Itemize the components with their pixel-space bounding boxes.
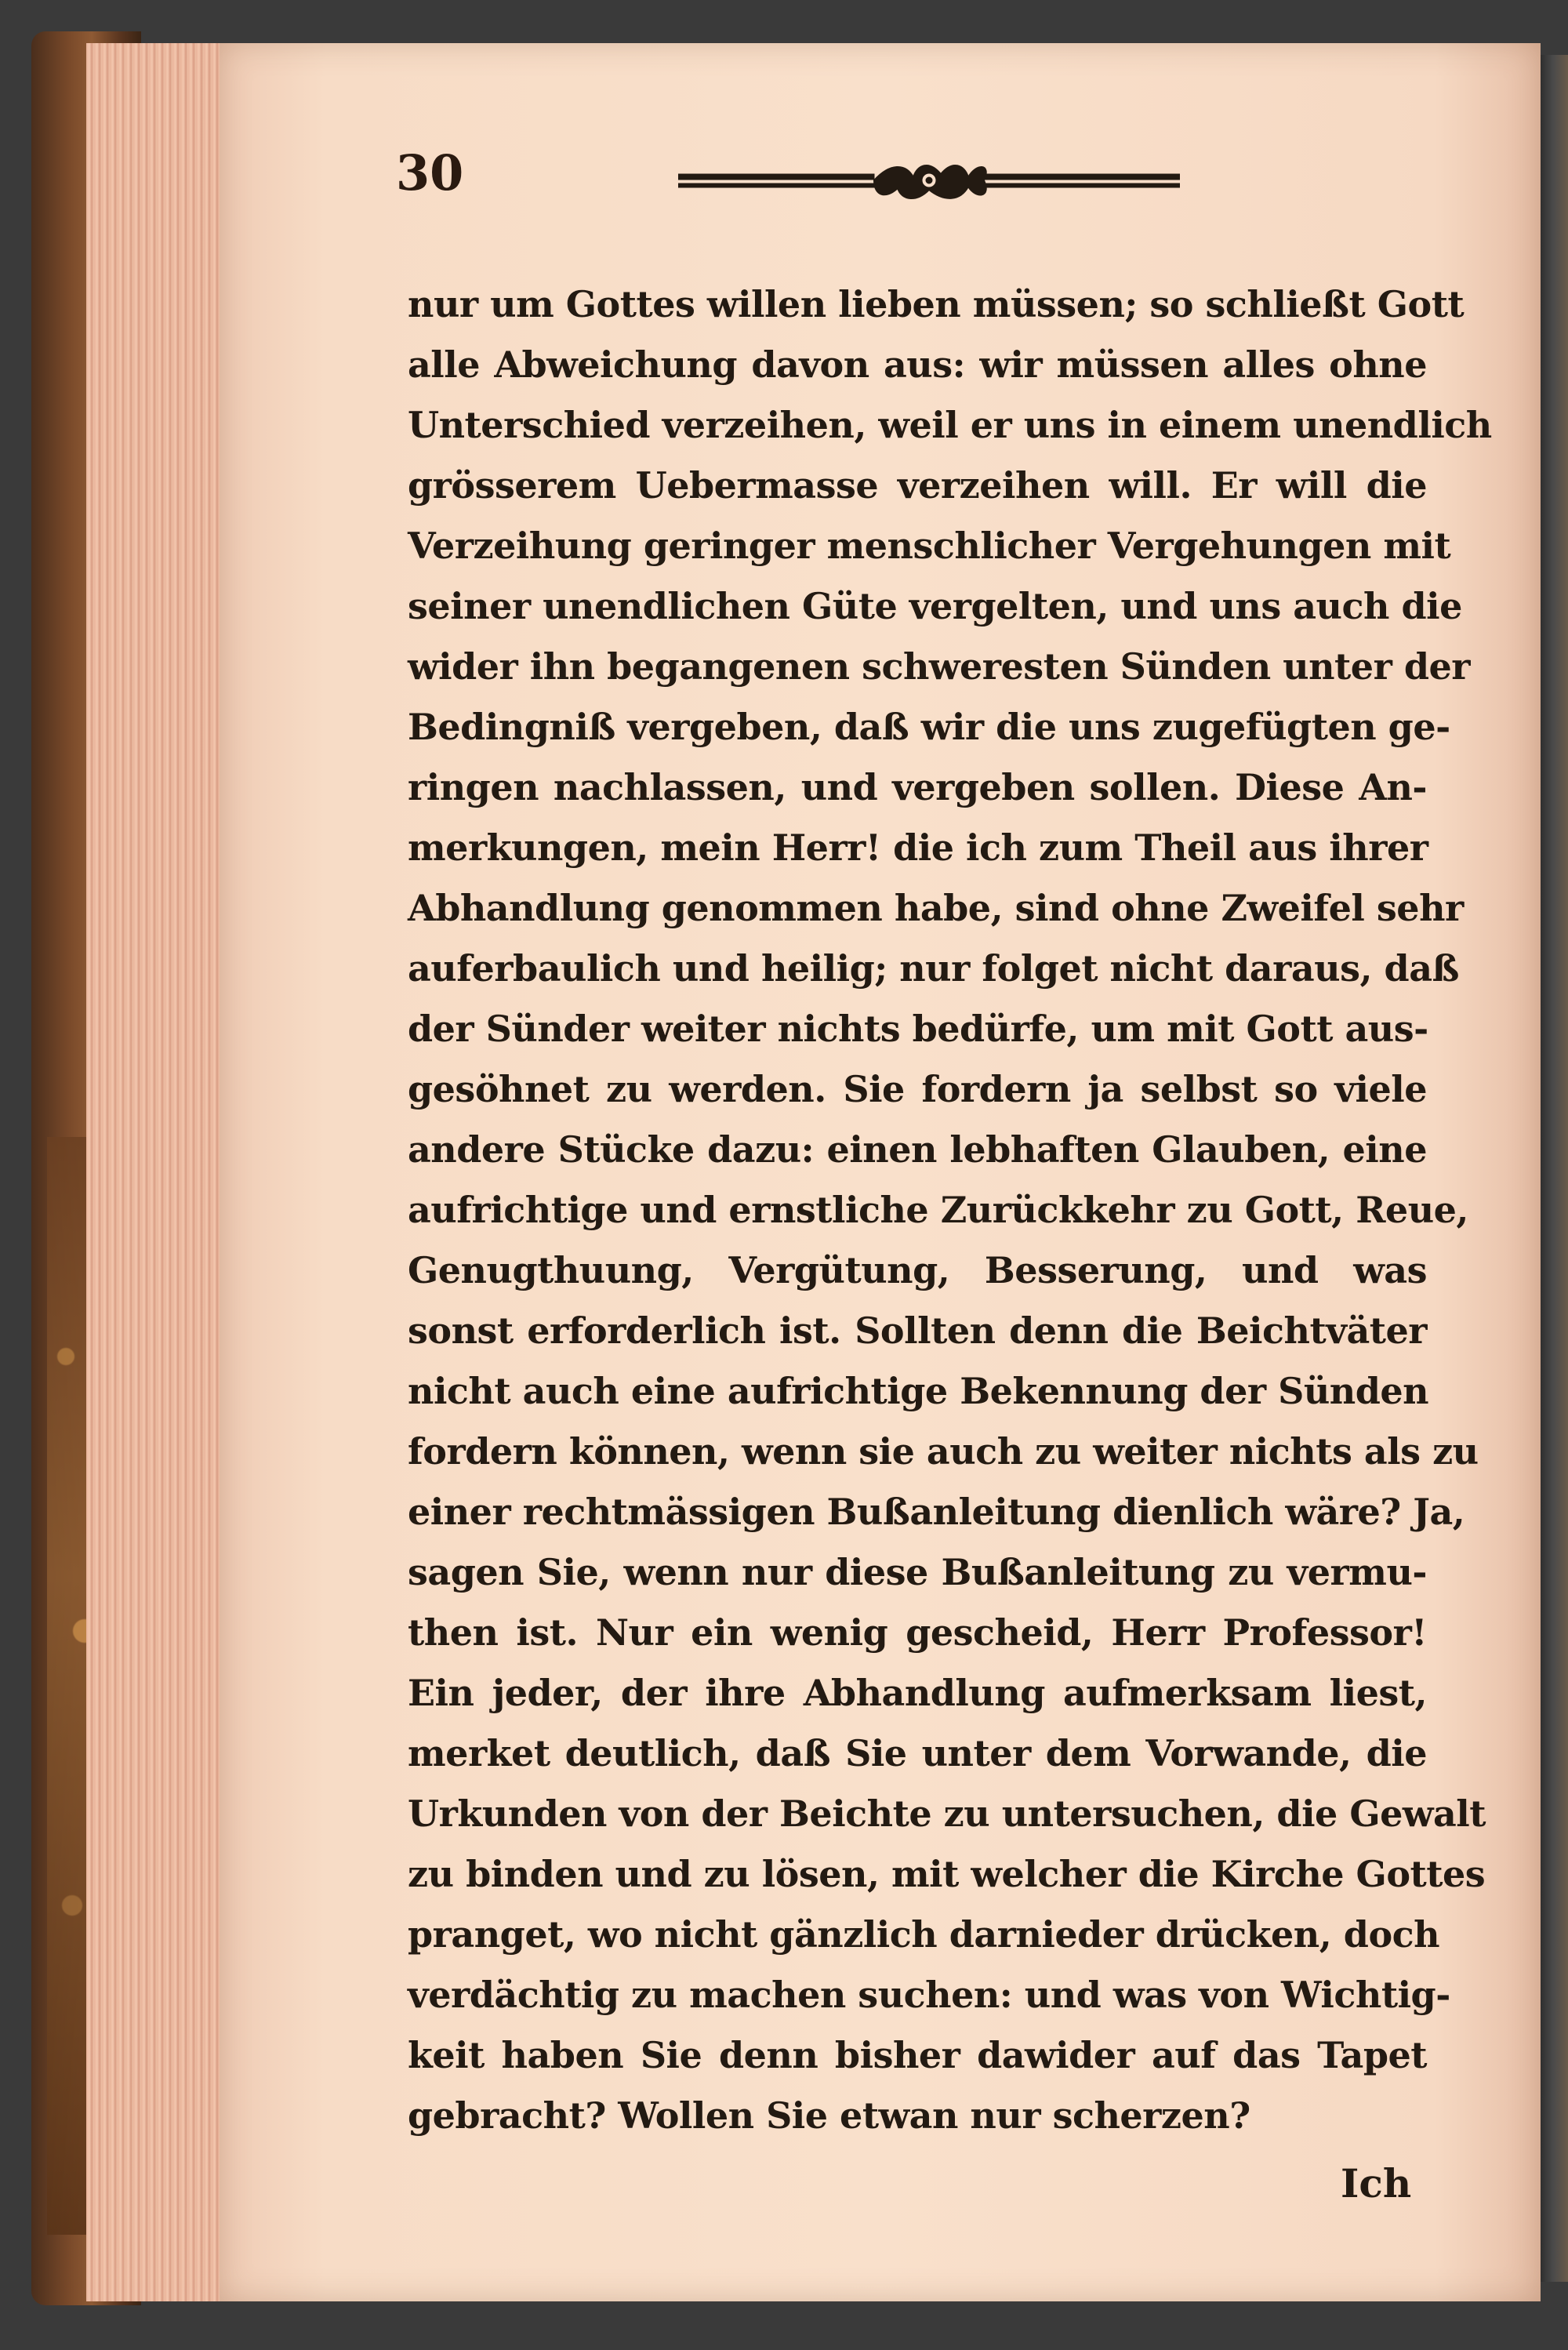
text-line: Abhandlung genommen habe, sind ohne Zweifel sehr [408, 887, 1464, 929]
text-line: fordern können, wenn sie auch zu weiter nichts als zu [408, 1430, 1479, 1473]
text-line: aufrichtige und ernstliche Zurückkehr zu Gott, Reue, [408, 1189, 1468, 1231]
text-line: seiner unendlichen Güte vergelten, und uns auch die [408, 585, 1462, 627]
catchword: Ich [1341, 2160, 1412, 2207]
text-line: Bedingniß vergeben, daß wir die uns zugefügten ge- [408, 706, 1450, 748]
text-line: gebracht? Wollen Sie etwan nur scherzen? [408, 2094, 1250, 2137]
text-line: pranget, wo nicht gänzlich darnieder drücken, doch [408, 1913, 1440, 1956]
text-line: merkungen, mein Herr! die ich zum Theil aus ihrer [408, 826, 1428, 869]
text-line: Urkunden von der Beichte zu untersuchen, die Gewalt [408, 1792, 1486, 1835]
text-line: ringen nachlassen, und vergeben sollen. Diese An- [408, 766, 1427, 808]
text-line: sonst erforderlich ist. Sollten denn die Beichtväter [408, 1309, 1427, 1352]
page-number: 30 [396, 144, 464, 202]
text-line: alle Abweichung davon aus: wir müssen alles ohne [408, 343, 1427, 386]
text-line: keit haben Sie denn bisher dawider auf das Tapet [408, 2034, 1427, 2076]
text-line: gesöhnet zu werden. Sie fordern ja selbst so viele [408, 1068, 1427, 1110]
text-line: Unterschied verzeihen, weil er uns in einem unendlich [408, 404, 1492, 446]
text-line: then ist. Nur ein wenig gescheid, Herr Professor! [408, 1611, 1427, 1654]
text-line: Genugthuung, Vergütung, Besserung, und was [408, 1249, 1427, 1291]
text-line: nur um Gottes willen lieben müssen; so schließt Gott [408, 283, 1465, 325]
text-line: verdächtig zu machen suchen: und was von Wichtig- [408, 1974, 1450, 2016]
body-text [408, 273, 1492, 2178]
text-line: nicht auch eine aufrichtige Bekennung der Sünden [408, 1370, 1429, 1412]
text-line: auferbaulich und heilig; nur folget nicht daraus, daß [408, 947, 1459, 990]
text-line: Ein jeder, der ihre Abhandlung aufmerksam liest, [408, 1672, 1427, 1714]
ornament-rule-icon [678, 157, 1180, 204]
text-line: andere Stücke dazu: einen lebhaften Glauben, eine [408, 1128, 1427, 1171]
facing-page-edge [1538, 55, 1568, 2282]
page-block-edges [86, 43, 220, 2301]
text-line: einer rechtmässigen Bußanleitung dienlich wäre? Ja, [408, 1491, 1465, 1533]
text-line: merket deutlich, daß Sie unter dem Vorwande, die [408, 1732, 1427, 1774]
text-line: der Sünder weiter nichts bedürfe, um mit Gott aus- [408, 1008, 1428, 1050]
text-line: grösserem Uebermasse verzeihen will. Er will die [408, 464, 1427, 507]
text-line: wider ihn begangenen schweresten Sünden unter der [408, 645, 1470, 688]
text-line: Verzeihung geringer menschlicher Vergehungen mit [408, 525, 1451, 567]
text-line: sagen Sie, wenn nur diese Bußanleitung zu vermu- [408, 1551, 1427, 1593]
text-line: zu binden und zu lösen, mit welcher die Kirche Gottes [408, 1853, 1486, 1895]
